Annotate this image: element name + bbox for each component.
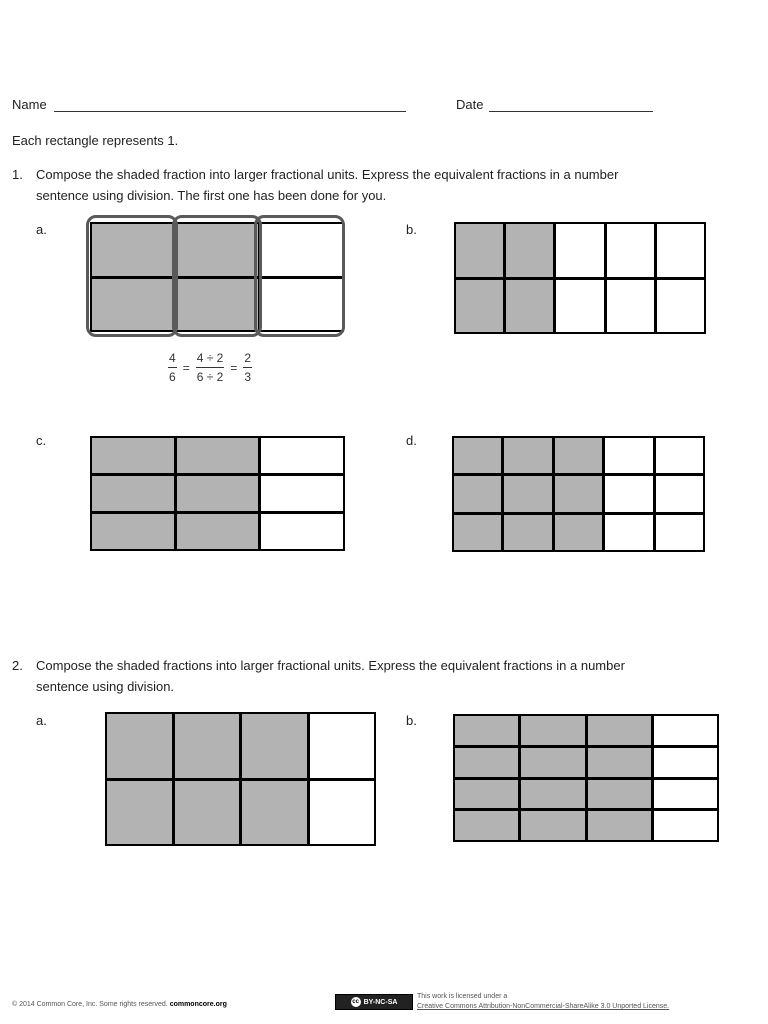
q1-number: 1. [12,167,23,182]
unshaded-cell [607,224,654,277]
shaded-cell [555,515,602,550]
fraction-numerator: 2 [244,351,252,365]
q2-text-line2: sentence using division. [36,679,175,694]
license-notice [417,992,669,1012]
fraction-4-6 [168,351,177,384]
q1-text-line2: sentence using division. The first one has been done for you. [36,188,387,203]
license-badge-text: BY-NC-SA [363,998,398,1006]
name-label: Name [12,97,47,112]
shaded-cell [555,438,602,473]
q1a-label: a. [36,222,47,237]
q2b-rectangle [453,714,719,842]
shaded-cell [242,781,307,845]
unshaded-cell [310,781,375,845]
q1c-rectangle [90,436,345,551]
shaded-cell [92,476,174,511]
equals-sign: = [230,360,238,375]
shaded-cell [454,476,501,511]
shaded-cell [454,515,501,550]
unshaded-cell [654,811,717,840]
shaded-cell [177,438,259,473]
unshaded-cell [654,780,717,809]
shaded-cell [504,515,551,550]
q2b-label: b. [406,713,417,728]
unshaded-cell [261,438,343,473]
footer-copyright [12,1001,227,1008]
shaded-cell [456,224,503,277]
fraction-denominator: 6 [169,370,176,384]
fraction-2-3 [243,351,252,384]
shaded-cell [177,514,259,549]
unshaded-cell [605,438,652,473]
license-link[interactable]: Creative Commons Attribution-NonCommercial-ShareAlike 3.0 Unported License. [417,1003,670,1010]
shaded-cell [588,811,651,840]
q1d-rectangle [452,436,705,552]
name-field[interactable] [54,111,406,112]
q1a-group-outline-3 [254,215,345,337]
equals-sign: = [182,360,190,375]
intro-text: Each rectangle represents 1. [12,133,179,148]
shaded-cell [506,280,553,333]
q1a-group-outline-2 [172,215,262,337]
shaded-cell [504,476,551,511]
unshaded-cell [556,280,603,333]
shaded-cell [521,811,584,840]
q2a-rectangle [105,712,376,846]
shaded-cell [242,714,307,778]
shaded-cell [521,780,584,809]
shaded-cell [455,811,518,840]
q1c-label: c. [36,433,47,448]
shaded-cell [555,476,602,511]
shaded-cell [92,514,174,549]
unshaded-cell [605,476,652,511]
fraction-division [196,351,225,384]
shaded-cell [175,714,240,778]
fraction-numerator: 4 ÷ 2 [196,351,224,365]
copyright-text: © 2014 Common Core, Inc. Some rights reserved. [12,1001,168,1008]
unshaded-cell [654,716,717,745]
q2a-label: a. [36,713,47,728]
unshaded-cell [656,515,703,550]
license-line-1: This work is licensed under a [417,993,508,1000]
shaded-cell [107,781,172,845]
unshaded-cell [261,476,343,511]
q2-text-line1: Compose the shaded fractions into larger fractional units. Express the equivalent fractions in a number [36,658,625,673]
q1-text-line1: Compose the shaded fraction into larger fractional units. Express the equivalent fractions in a number [36,167,619,182]
shaded-cell [521,716,584,745]
shaded-cell [177,476,259,511]
unshaded-cell [605,515,652,550]
fraction-denominator: 6 ÷ 2 [196,370,224,384]
q1a-number-sentence [168,351,252,384]
q1a-group-outline-1 [86,215,178,337]
unshaded-cell [656,438,703,473]
unshaded-cell [607,280,654,333]
unshaded-cell [656,476,703,511]
site-link[interactable]: commoncore.org [169,1001,227,1008]
shaded-cell [588,748,651,777]
unshaded-cell [657,224,704,277]
date-label: Date [456,97,484,112]
unshaded-cell [657,280,704,333]
shaded-cell [455,716,518,745]
shaded-cell [588,716,651,745]
fraction-denominator: 3 [244,370,252,384]
shaded-cell [456,280,503,333]
unshaded-cell [310,714,375,778]
date-field[interactable] [489,111,653,112]
creative-commons-icon: cc [352,999,359,1005]
fraction-numerator: 4 [169,351,176,365]
shaded-cell [454,438,501,473]
shaded-cell [175,781,240,845]
unshaded-cell [261,514,343,549]
shaded-cell [504,438,551,473]
shaded-cell [588,780,651,809]
q1b-label: b. [406,222,417,237]
unshaded-cell [556,224,603,277]
shaded-cell [92,438,174,473]
shaded-cell [455,748,518,777]
shaded-cell [506,224,553,277]
q2-number: 2. [12,658,23,673]
shaded-cell [521,748,584,777]
q1b-rectangle [454,222,706,334]
shaded-cell [107,714,172,778]
cc-license-badge [335,994,413,1010]
q1d-label: d. [406,433,417,448]
shaded-cell [455,780,518,809]
unshaded-cell [654,748,717,777]
